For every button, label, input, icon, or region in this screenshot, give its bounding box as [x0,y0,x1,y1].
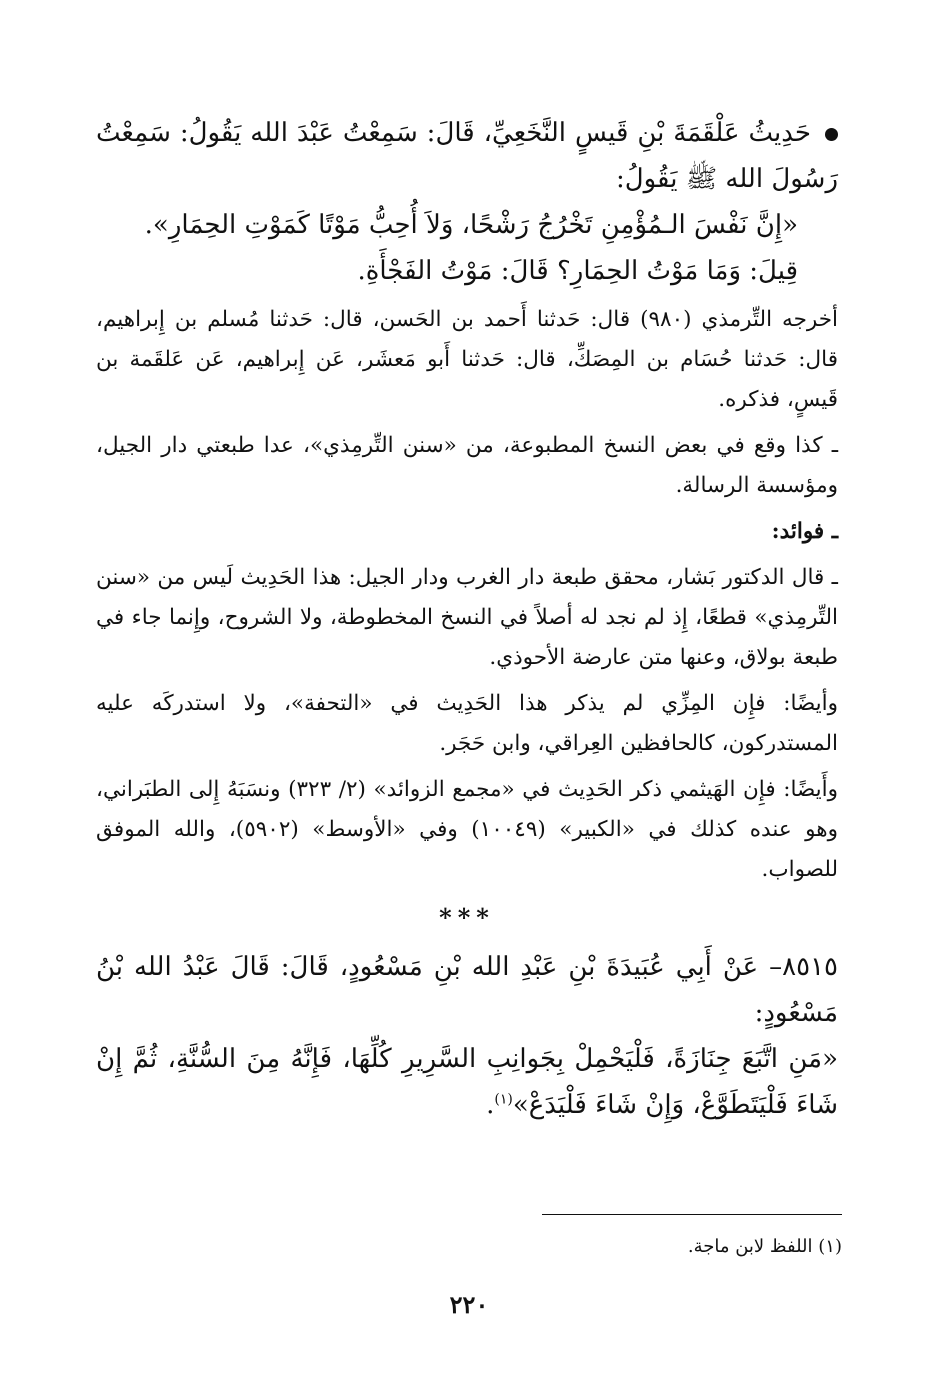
section-separator: *** [439,903,495,932]
hadith-1-intro-text: حَدِيثُ عَلْقَمَةَ بْنِ قَيسٍ النَّخَعِيِّ، قَالَ: سَمِعْتُ عَبْدَ الله يَقُولُ: سَمِعْتُ رَسُولَ الله ﷺ يَقُولُ: [96,118,838,194]
note-paragraph: ـ كذا وقع في بعض النسخ المطبوعة، من «سنن التِّرمِذي»، عدا طبعتي دار الجيل، ومؤسسة الرسالة. [96,433,838,498]
benefits-heading: ـ فوائد: [771,519,838,544]
page-number: ٢٢٠ [449,1290,489,1319]
hadith-2-text-body: «مَنِ اتَّبَعَ جِنَازَةً، فَلْيَحْمِلْ بِجَوانِبِ السَّرِيرِ كُلِّهَا، فَإِنَّهُ مِنَ السُّنَّةِ، ثُمَّ إِنْ شَاءَ فَلْيَتَطَوَّعْ، وَإِنْ شَاءَ فَلْيَدَعْ» [96,1044,838,1120]
benefit-paragraph-3: وأَيضًا: فإِن الهَيثمي ذكر الحَدِيث في «مجمع الزوائد» (٢/ ٣٢٣) ونسَبَهُ إِلى الطبَراني، وهو عنده كذلك في «الكبير» (١٠٠٤٩) وفي «الأوسط» (٥٩٠٢)، والله الموفق للصواب. [96,777,838,882]
hadith-2-text: «مَنِ اتَّبَعَ جِنَازَةً، فَلْيَحْمِلْ بِجَوانِبِ السَّرِيرِ كُلِّهَا، فَإِنَّهُ مِنَ السُّنَّةِ، ثُمَّ إِنْ شَاءَ فَلْيَتَطَوَّعْ، وَإِنْ شَاءَ فَلْيَدَعْ»$^{(١)}$. [96,1044,838,1120]
hadith-1-question: قِيلَ: وَمَا مَوْتُ الحِمَارِ؟ قَالَ: مَوْتُ الفَجْأَةِ. [357,256,798,286]
hadith-1-text: «إِنَّ نَفْسَ الـمُؤْمِنِ تَخْرُجُ رَشْحًا، وَلاَ أُحِبُّ مَوْتًا كَمَوْتِ الحِمَارِ». [144,210,798,240]
footnote-divider [542,1214,842,1215]
footnote-marker[interactable]: (١) [494,1091,513,1108]
bullet-icon [825,128,838,141]
takhrij-paragraph: أخرجه التِّرمذي (٩٨٠) قال: حَدثنا أَحمد بن الحَسن، قال: حَدثنا مُسلم بن إِبراهيم، قال: حَدثنا حُسَام بن المِصَكِّ، قال: حَدثنا أَبو مَعشَر، عَن إِبراهيم، عَن عَلقَمة بن قَيسٍ، فذكره. [96,307,838,412]
hadith-2-intro: ٨٥١٥– عَنْ أَبِي عُبَيدَةَ بْنِ عَبْدِ الله بْنِ مَسْعُودٍ، قَالَ: قَالَ عَبْدُ الله بْنُ مَسْعُودٍ: [96,952,838,1028]
hadith-1-intro [96,110,838,202]
benefit-paragraph-1: ـ قال الدكتور بَشار، محقق طبعة دار الغرب ودار الجيل: هذا الحَدِيث لَيس من «سنن التِّرمِذي» قطعًا، إِذ لم نجد له أصلاً في النسخ المخطوطة، ولا الشروح، وإِنما جاء في طبعة بولاق، وعنها متن عارضة الأحوذي. [96,565,838,670]
benefit-paragraph-2: وأيضًا: فإِن المِزِّي لم يذكر هذا الحَدِيث في «التحفة»، ولا استدركَه عليه المستدركون، كالحافظين العِراقي، وابن حَجَر. [96,691,838,756]
page-body [96,110,838,1128]
footnote-text: (١) اللفظ لابن ماجة. [687,1236,842,1257]
